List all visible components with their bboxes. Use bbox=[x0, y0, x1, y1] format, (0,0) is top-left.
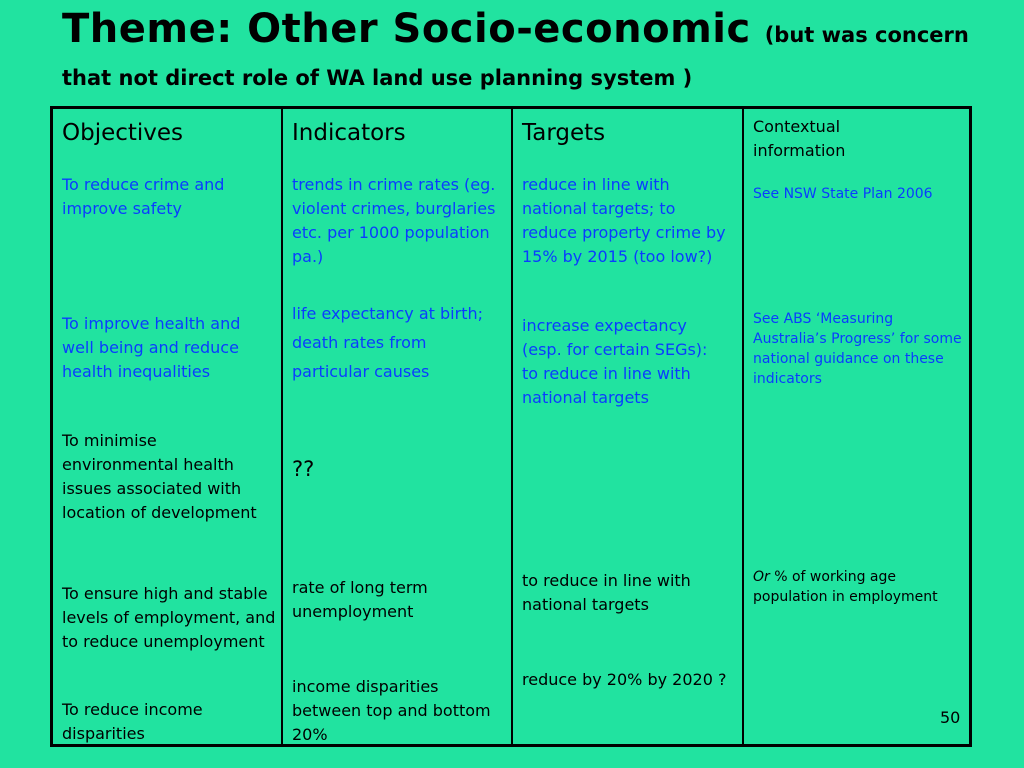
indicators-table bbox=[50, 106, 972, 747]
objective-employment: To ensure high and stable levels of employment, and to reduce unemployment bbox=[62, 584, 276, 651]
context-employment-text: % of working age population in employment bbox=[753, 569, 938, 605]
target-income: reduce by 20% by 2020 ? bbox=[522, 670, 727, 689]
header-indicators: Indicators bbox=[292, 120, 406, 146]
context-employment bbox=[753, 567, 967, 607]
header-contextual-information: Contextual information bbox=[753, 117, 846, 160]
context-crime: See NSW State Plan 2006 bbox=[753, 186, 933, 202]
indicator-health: life expectancy at birth; death rates from particular causes bbox=[292, 304, 483, 381]
column-divider bbox=[511, 109, 513, 744]
objective-crime: To reduce crime and improve safety bbox=[62, 175, 225, 218]
objective-income: To reduce income disparities bbox=[62, 700, 203, 743]
page-number: 50 bbox=[940, 708, 961, 727]
column-divider bbox=[281, 109, 283, 744]
target-employment: to reduce in line with national targets bbox=[522, 571, 691, 614]
indicator-environment: ?? bbox=[292, 457, 315, 481]
target-crime: reduce in line with national targets; to reduce property crime by 15% by 2015 (too low?) bbox=[522, 175, 726, 266]
indicator-employment: rate of long term unemployment bbox=[292, 578, 428, 621]
slide-title: Theme: Other Socio-economic bbox=[62, 6, 751, 52]
title-line-1 bbox=[62, 6, 969, 52]
indicator-income: income disparities between top and bottom 20% bbox=[292, 677, 491, 744]
header-objectives: Objectives bbox=[62, 120, 184, 146]
slide-subtitle: (but was concern bbox=[764, 23, 969, 47]
objective-health: To improve health and well being and reduce health inequalities bbox=[62, 314, 241, 381]
indicator-crime: trends in crime rates (eg. violent crimes, burglaries etc. per 1000 population pa.) bbox=[292, 175, 496, 266]
objective-environment: To minimise environmental health issues associated with location of development bbox=[62, 431, 257, 522]
slide-subtitle-line-2: that not direct role of WA land use planning system ) bbox=[62, 66, 693, 90]
header-targets: Targets bbox=[522, 120, 606, 146]
column-divider bbox=[742, 109, 744, 744]
context-employment-or: Or bbox=[753, 569, 770, 585]
context-health: See ABS ‘Measuring Australia’s Progress’ for some national guidance on these indicators bbox=[753, 311, 962, 387]
target-health: increase expectancy (esp. for certain SEGs): to reduce in line with national targets bbox=[522, 316, 708, 407]
